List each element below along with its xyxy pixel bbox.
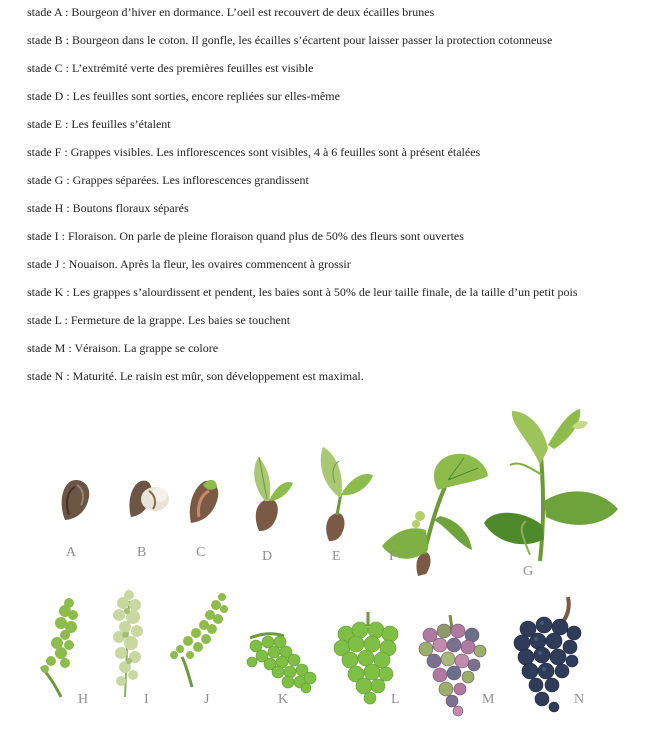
stage-c-text: stade C : L’extrémité verte des premières feuilles est visible xyxy=(27,61,314,75)
stage-n-text: stade N : Maturité. Le raisin est mûr, son développement est maximal. xyxy=(27,369,364,383)
stage-f-text: stade F : Grappes visibles. Les inflorescences sont visibles, 4 à 6 feuilles sont à présent étalées xyxy=(27,145,481,159)
stage-l-cluster-illustration xyxy=(332,610,404,705)
stage-f-letter: F xyxy=(389,549,397,564)
stage-b-text: stade B : Bourgeon dans le coton. Il gonfle, les écailles s’écartent pour laisser passer la protection cotonneuse xyxy=(27,33,553,47)
stage-j-letter: J xyxy=(204,692,210,707)
stage-a-letter: A xyxy=(66,545,77,560)
stage-k-letter: K xyxy=(278,692,289,707)
stage-b-bud-illustration xyxy=(125,473,173,523)
stage-c-bud-illustration xyxy=(185,473,225,528)
stage-e-text: stade E : Les feuilles s’étalent xyxy=(27,117,171,131)
stage-l-text: stade L : Fermeture de la grappe. Les baies se touchent xyxy=(27,313,291,327)
stage-e-bud-illustration xyxy=(315,443,375,543)
stage-k-text: stade K : Les grappes s’alourdissent et pendent, les baies sont à 50% de leur taille finale, de la taille d’un petit pois xyxy=(27,285,578,299)
stage-h-text: stade H : Boutons floraux séparés xyxy=(27,201,189,215)
stage-d-letter: D xyxy=(262,549,273,564)
stage-j-text: stade J : Nouaison. Après la fleur, les ovaires commencent à grossir xyxy=(27,257,351,271)
stage-i-letter: I xyxy=(144,692,149,707)
stage-d-bud-illustration xyxy=(245,453,295,533)
stage-j-cluster-illustration xyxy=(166,591,232,691)
stage-m-cluster-illustration xyxy=(418,613,488,718)
stage-a-text: stade A : Bourgeon d’hiver en dormance. L’oeil est recouvert de deux écailles brunes xyxy=(27,5,435,19)
stage-g-letter: G xyxy=(523,564,534,579)
stage-m-letter: M xyxy=(482,692,495,707)
stage-m-text: stade M : Véraison. La grappe se colore xyxy=(27,341,219,355)
stage-l-letter: L xyxy=(391,692,400,707)
grape-stages-illustration xyxy=(0,395,666,739)
stage-a-bud-illustration xyxy=(55,475,95,525)
stage-i-text: stade I : Floraison. On parle de pleine floraison quand plus de 50% des fleurs sont ouvertes xyxy=(27,229,464,243)
stage-h-cluster-illustration xyxy=(35,595,85,700)
stage-g-text: stade G : Grappes séparées. Les inflorescences grandissent xyxy=(27,173,309,187)
stage-d-text: stade D : Les feuilles sont sorties, encore repliées sur elles-même xyxy=(27,89,340,103)
stage-c-letter: C xyxy=(196,545,206,560)
stage-i-cluster-illustration xyxy=(105,587,153,699)
stage-n-letter: N xyxy=(574,692,585,707)
stage-b-letter: B xyxy=(137,545,147,560)
stage-g-plant-illustration xyxy=(482,405,622,565)
stage-k-cluster-illustration xyxy=(244,620,320,695)
stage-e-letter: E xyxy=(332,549,341,564)
stage-h-letter: H xyxy=(78,692,89,707)
